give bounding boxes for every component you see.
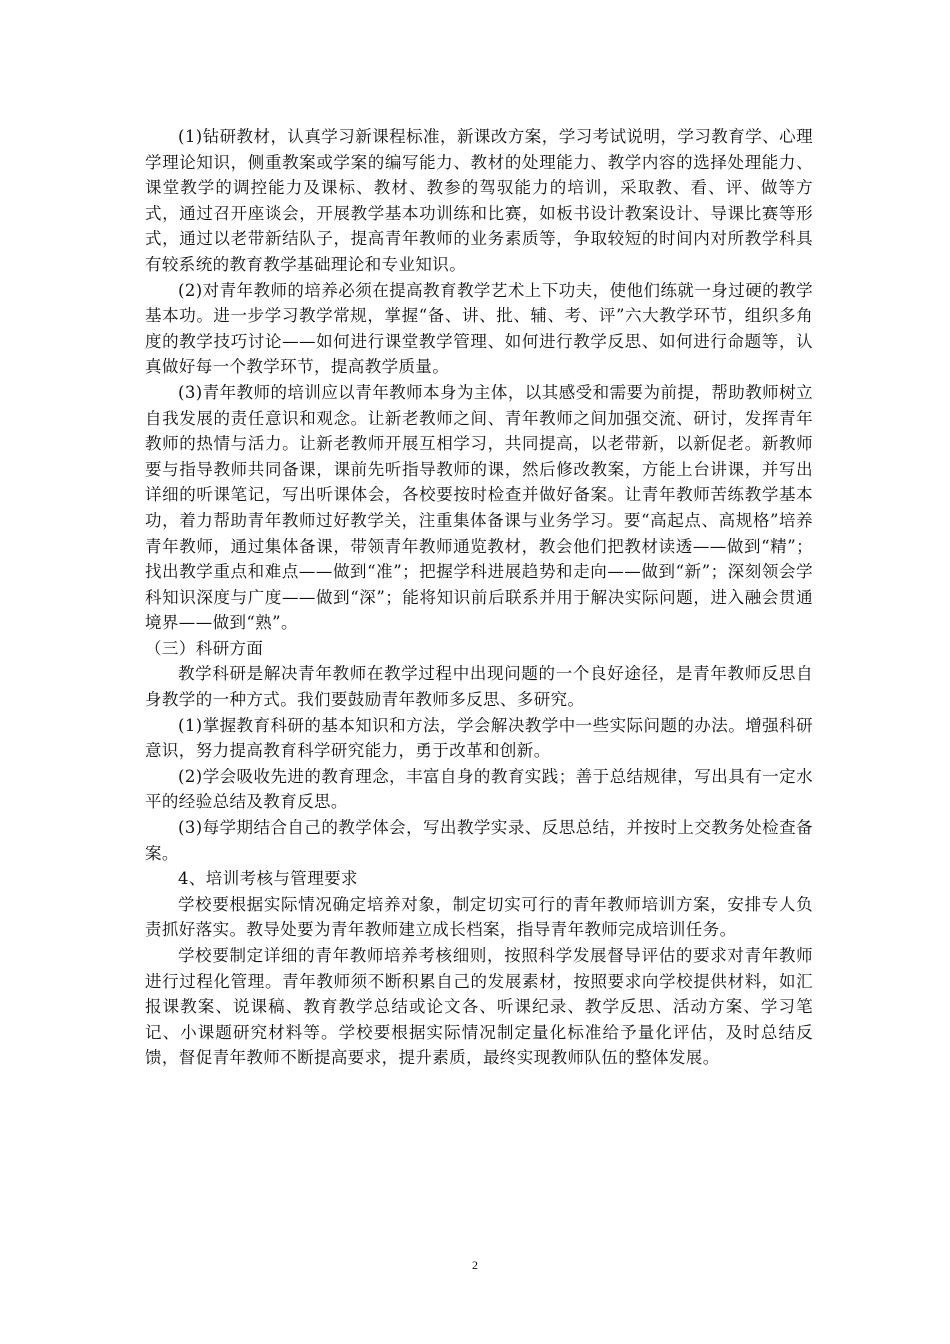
paragraph-10: 学校要根据实际情况确定培养对象，制定切实可行的青年教师培训方案，安排专人负责抓好落实。教导处要为青年教师建立成长档案，指导青年教师完成培训任务。 bbox=[145, 894, 813, 940]
paragraph-6: (1)掌握教育科研的基本知识和方法，学会解决教学中一些实际问题的办法。增强科研意识，努力提高教育科学研究能力，勇于改革和创新。 bbox=[145, 715, 813, 761]
paragraph-7: (2)学会吸收先进的教育理念，丰富自身的教育实践；善于总结规律，写出具有一定水平的经验总结及教育反思。 bbox=[145, 766, 813, 812]
paragraph-1: (1)钻研教材，认真学习新课程标准，新课改方案，学习考试说明，学习教育学、心理学理论知识，侧重教案或学案的编写能力、教材的处理能力、教学内容的选择处理能力、课堂教学的调控能力及课标、教材、教参的驾驭能力的培训，采取教、看、评、做等方式，通过召开座谈会，开展教学基本功训练和比赛，如板书设计教案设计、导课比赛等形式，通过以老带新结队子，提高青年教师的业务素质等，争取较短的时间内对所教学科具有较系统的教育教学基础理论和专业知识。 bbox=[145, 127, 813, 274]
paragraph-8: (3)每学期结合自己的教学体会，写出教学实录、反思总结，并按时上交教务处检查备案。 bbox=[145, 818, 813, 863]
section-heading-research: （三）科研方面 bbox=[145, 638, 264, 658]
paragraph-2: (2)对青年教师的培养必须在提高教育教学艺术上下功夫，使他们练就一身过硬的教学基本功。进一步学习教学常规，掌握“备、讲、批、辅、考、评”六大教学环节，组织多角度的教学技巧讨论——如何进行课堂教学管理、如何进行教学反思、如何进行命题等，认真做好每一个教学环节，提高教学质量。 bbox=[145, 280, 813, 377]
document-body bbox=[145, 124, 813, 1071]
page-number: 2 bbox=[472, 1258, 478, 1272]
paragraph-5: 教学科研是解决青年教师在教学过程中出现问题的一个良好途径，是青年教师反思自身教学的一种方式。我们要鼓励青年教师多反思、多研究。 bbox=[145, 664, 813, 710]
section-heading-assessment: 4、培训考核与管理要求 bbox=[178, 869, 358, 889]
paragraph-3: (3)青年教师的培训应以青年教师本身为主体，以其感受和需要为前提，帮助教师树立自我发展的责任意识和观念。让新老教师之间、青年教师之间加强交流、研讨，发挥青年教师的热情与活力。让新老教师开展互相学习，共同提高，以老带新，以新促老。新教师要与指导教师共同备课，课前先听指导教师的课，然后修改教案，方能上台讲课，并写出详细的听课笔记，写出听课体会，各校要按时检查并做好备案。让青年教师苦练教学基本功，着力帮助青年教师过好教学关，注重集体备课与业务学习。要“高起点、高规格”培养青年教师，通过集体备课，带领青年教师通览教材，教会他们把教材读透——做到“精”；找出教学重点和难点——做到“准”；把握学科进展趋势和走向——做到“新”；深刻领会学科知识深度与广度——做到“深”；能将知识前后联系并用于解决实际问题，进入融会贯通境界——做到“熟”。 bbox=[145, 382, 813, 633]
paragraph-11: 学校要制定详细的青年教师培养考核细则，按照科学发展督导评估的要求对青年教师进行过程化管理。青年教师须不断积累自己的发展素材，按照要求向学校提供材料，如汇报课教案、说课稿、教育教学总结或论文各、听课纪录、教学反思、活动方案、学习笔记、小课题研究材料等。学校要根据实际情况制定量化标准给予量化评估，及时总结反馈，督促青年教师不断提高要求，提升素质，最终实现教师队伍的整体发展。 bbox=[145, 946, 813, 1068]
